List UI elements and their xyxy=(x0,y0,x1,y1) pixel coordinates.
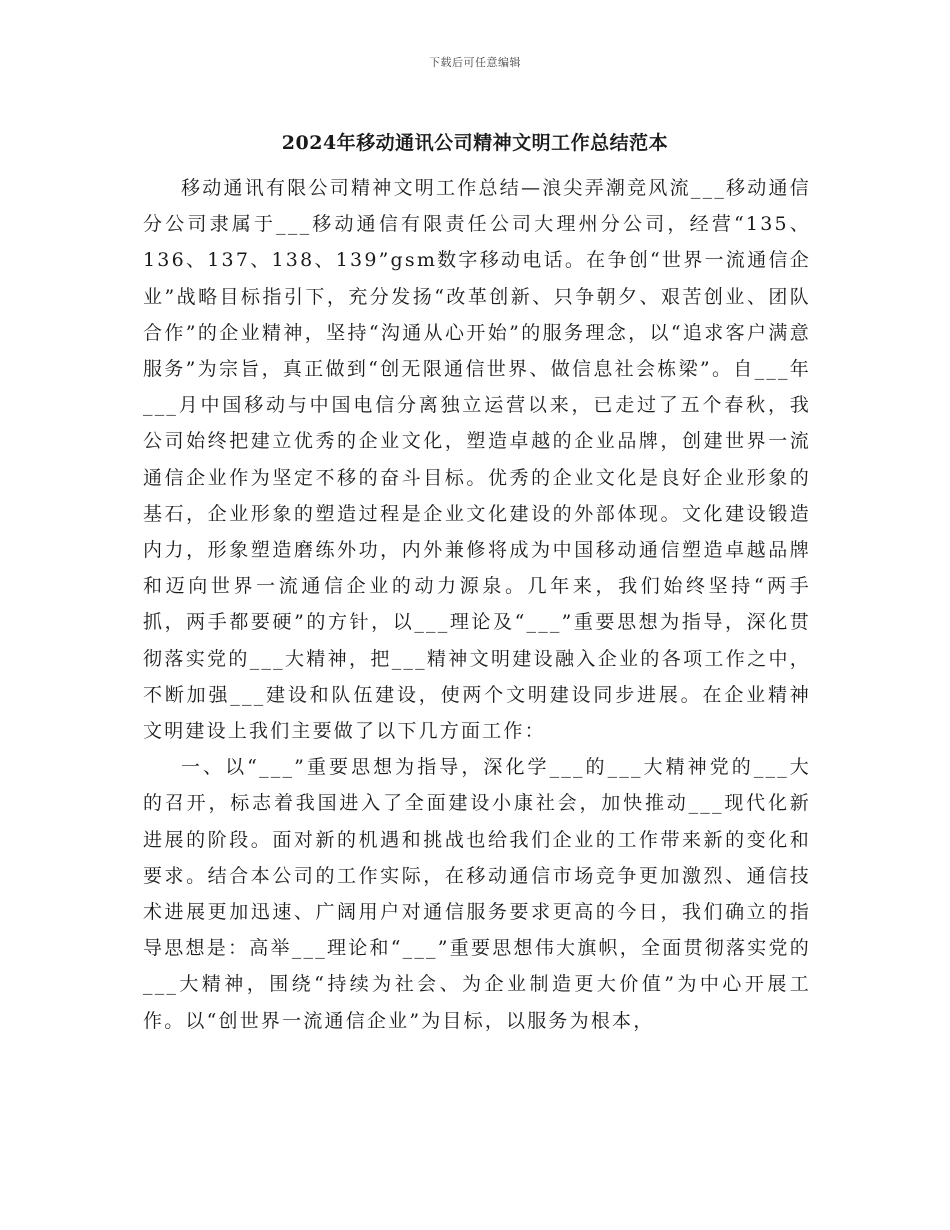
body-paragraph-1: 移动通讯有限公司精神文明工作总结—浪尖弄潮竞风流___移动通信分公司隶属于___移动通信有限责任公司大理州分公司，经营“135、136、137、138、139”gsm数字移动电话。在争创“世界一流通信企业”战略目标指引下，充分发扬“改革创新、只争朝夕、艰苦创业、团队合作”的企业精神，坚持“沟通从心开始”的服务理念，以“追求客户满意服务”为宗旨，真正做到“创无限通信世界、做信息社会栋梁”。自___年___月中国移动与中国电信分离独立运营以来，已走过了五个春秋，我公司始终把建立优秀的企业文化，塑造卓越的企业品牌，创建世界一流通信企业作为坚定不移的奋斗目标。优秀的企业文化是良好企业形象的基石，企业形象的塑造过程是企业文化建设的外部体现。文化建设锻造内力，形象塑造磨练外功，内外兼修将成为中国移动通信塑造卓越品牌和迈向世界一流通信企业的动力源泉。几年来，我们始终坚持“两手抓，两手都要硬”的方针，以___理论及“___”重要思想为指导，深化贯彻落实党的___大精神，把___精神文明建设融入企业的各项工作之中，不断加强___建设和队伍建设，使两个文明建设同步进展。在企业精神文明建设上我们主要做了以下几方面工作： xyxy=(143,177,811,743)
body-paragraph-2: 一、以“___”重要思想为指导，深化学___的___大精神党的___大的召开，标志着我国进入了全面建设小康社会，加快推动___现代化新进展的阶段。面对新的机遇和挑战也给我们企业的工作带来新的变化和要求。结合本公司的工作实际，在移动通信市场竞争更加激烈、通信技术进展更加迅速、广阔用户对通信服务要求更高的今日，我们确立的指导思想是：高举___理论和“___”重要思想伟大旗帜，全面贯彻落实党的___大精神，围绕“持续为社会、为企业制造更大价值”为中心开展工作。以“创世界一流通信企业”为目标，以服务为根本， xyxy=(143,756,811,1032)
document-title: 2024年移动通讯公司精神文明工作总结范本 xyxy=(281,132,669,154)
page-header-note: 下载后可任意编辑 xyxy=(429,56,521,69)
document-body xyxy=(143,170,811,1039)
